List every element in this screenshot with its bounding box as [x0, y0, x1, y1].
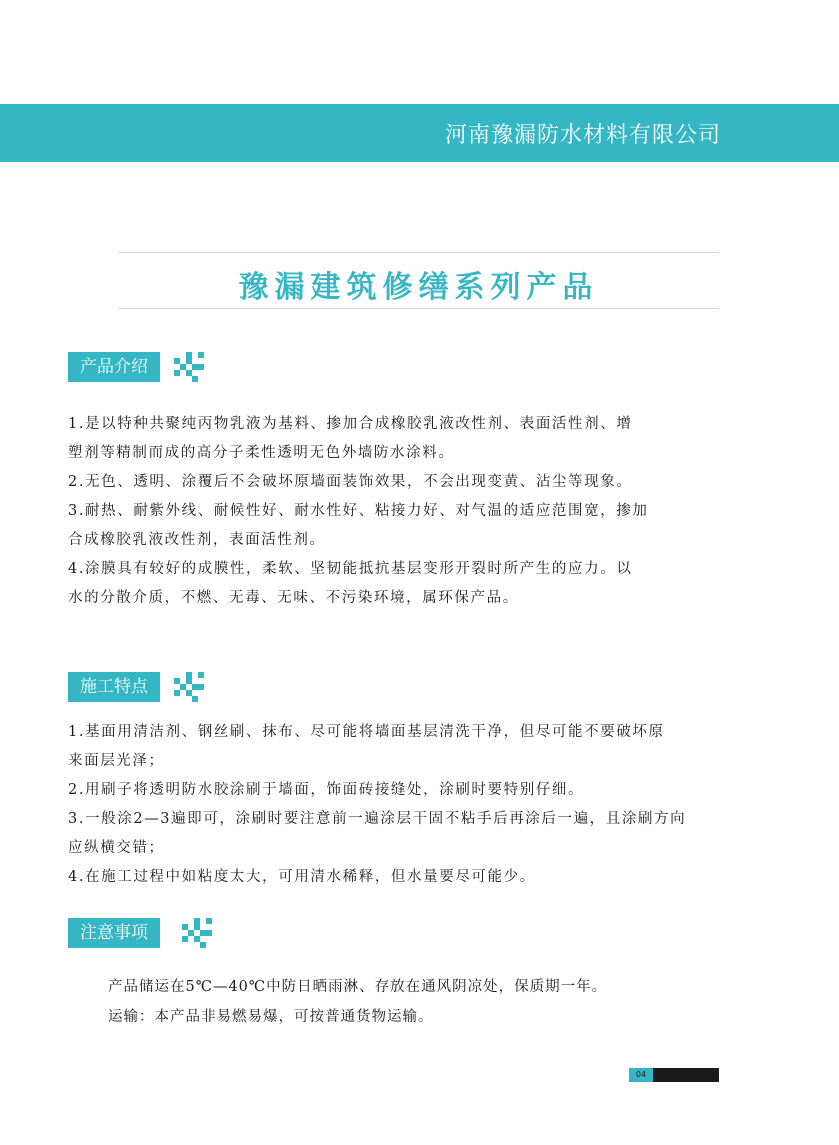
body-line: 运输：本产品非易燃易爆，可按普通货物运输。	[108, 1009, 434, 1025]
section-heading-label: 施工特点	[68, 672, 160, 702]
body-line: 1.基面用清洁剂、钢丝刷、抹布、尽可能将墙面基层清洗干净，但尽可能不要破坏原	[68, 724, 665, 740]
body-line: 合成橡胶乳液改性剂，表面活性剂。	[68, 532, 326, 548]
body-line: 来面层光泽；	[68, 753, 165, 769]
body-line: 2.无色、透明、涂覆后不会破坏原墙面装饰效果，不会出现变黄、沾尘等现象。	[68, 474, 633, 490]
section-heading-label: 产品介绍	[68, 352, 160, 382]
body-line: 产品储运在5℃—40℃中防日晒雨淋、存放在通风阴凉处，保质期一年。	[108, 979, 608, 995]
section-body-construction	[68, 718, 728, 892]
body-line: 3.耐热、耐紫外线、耐候性好、耐水性好、粘接力好、对气温的适应范围宽，掺加	[68, 503, 649, 519]
body-line: 3.一般涂2—3遍即可，涂刷时要注意前一遍涂层干固不粘手后再涂后一遍，且涂刷方向	[68, 811, 687, 827]
title-rule-bottom	[118, 308, 719, 309]
body-line: 1.是以特种共聚纯丙物乳液为基料、掺加合成橡胶乳液改性剂、表面活性剂、增	[68, 416, 633, 432]
section-body-notes	[108, 972, 728, 1032]
body-line: 应纵横交错；	[68, 840, 165, 856]
header-banner	[0, 104, 839, 162]
body-line: 水的分散介质，不燃、无毒、无味、不污染环境，属环保产品。	[68, 590, 519, 606]
section-body-intro	[68, 410, 728, 613]
page-number: 04	[629, 1068, 653, 1082]
body-line: 4.涂膜具有较好的成膜性，柔软、坚韧能抵抗基层变形开裂时所产生的应力。以	[68, 561, 633, 577]
body-line: 塑剂等精制而成的高分子柔性透明无色外墙防水涂料。	[68, 445, 455, 461]
body-line: 4.在施工过程中如粘度太大，可用清水稀释，但水量要尽可能少。	[68, 869, 536, 885]
company-name: 河南豫漏防水材料有限公司	[444, 123, 721, 148]
page-footer-bar	[653, 1068, 719, 1082]
body-line: 2.用刷子将透明防水胶涂刷于墙面，饰面砖接缝处，涂刷时要特别仔细。	[68, 782, 585, 798]
title-rule-top	[118, 252, 719, 253]
section-heading-label: 注意事项	[68, 918, 160, 948]
page-title: 豫漏建筑修缮系列产品	[238, 270, 599, 305]
